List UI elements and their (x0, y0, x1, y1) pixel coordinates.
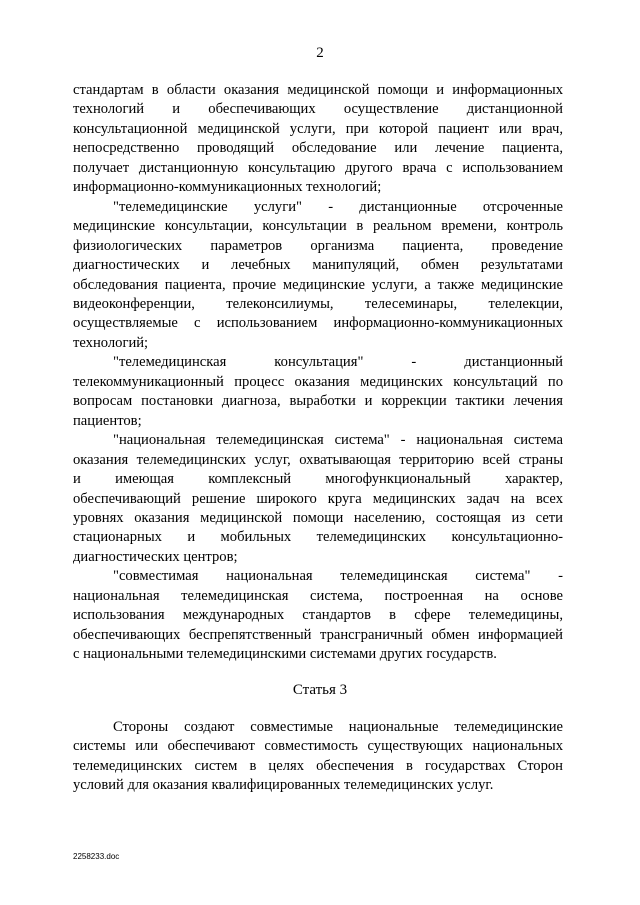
text-line: непосредственно проводящий обследование или лечение пациента, (73, 140, 563, 157)
article-3-body (73, 718, 563, 796)
text-line: диагностических центров; (73, 548, 238, 565)
text-line: технологий и обеспечивающих осуществление дистанционной (73, 101, 563, 118)
definition-paragraph-telemedicine-services (73, 198, 563, 354)
text-line: национальная телемедицинская система, построенная на основе (73, 587, 563, 604)
text-line: с национальными телемедицинскими системами других государств. (73, 646, 497, 663)
text-line: "телемедицинские услуги" - дистанционные отсроченные (113, 198, 563, 215)
text-line: медицинские консультации, консультации в реальном времени, контроль (73, 218, 563, 235)
text-line: стационарных и мобильных телемедицинских консультационно- (73, 529, 563, 546)
text-line: оказания телемедицинских услуг, охватывающая территорию всей страны (73, 451, 563, 468)
page-number: 2 (316, 45, 324, 61)
definition-paragraph-compatible-system (73, 567, 563, 664)
text-line: осуществляемые с использованием информационно-коммуникационных (73, 315, 563, 332)
text-line: "телемедицинская консультация" - дистанционный (113, 354, 563, 371)
definition-paragraph-national-system (73, 431, 563, 567)
definitions-section (73, 81, 563, 665)
text-line: информационно-коммуникационных технологий; (73, 179, 382, 196)
text-line: обследования пациента, прочие медицинские услуги, а также медицинские (73, 276, 563, 293)
text-line: видеоконференции, телеконсилиумы, телесеминары, телелекции, (73, 295, 563, 312)
text-line: уровнях оказания медицинской помощи населению, состоящая из сети (73, 509, 563, 526)
text-line: стандартам в области оказания медицинской помощи и информационных (73, 82, 563, 98)
text-line: системы или обеспечивают совместимость существующих национальных (73, 738, 563, 755)
definition-paragraph-continuation (73, 81, 563, 198)
definition-paragraph-telemedicine-consultation (73, 353, 563, 431)
text-line: технологий; (73, 334, 149, 351)
text-line: консультационной медицинской услуги, при которой пациент или врач, (73, 120, 563, 137)
text-line: обеспечивающий решение широкого круга медицинских задач на всех (73, 490, 563, 507)
footer-file-name: 2258233.doc (73, 852, 120, 861)
text-line: телекоммуникационный процесс оказания медицинских консультаций по (73, 373, 563, 390)
text-line: телемедицинских систем в целях обеспечения в государствах Сторон (73, 757, 563, 774)
article-paragraph (73, 718, 563, 796)
text-line: "национальная телемедицинская система" - национальная система (113, 432, 563, 449)
text-line: пациентов; (73, 412, 142, 429)
text-line: вопросам постановки диагноза, выработки и коррекции тактики лечения (73, 393, 563, 410)
text-line: использования международных стандартов в сфере телемедицины, (73, 607, 563, 624)
text-line: диагностических и лечебных манипуляций, обмен результатами (73, 257, 563, 274)
text-line: обеспечивающих беспрепятственный трансграничный обмен информацией (73, 626, 563, 643)
text-line: Стороны создают совместимые национальные телемедицинские (113, 719, 563, 735)
text-line: физиологических параметров организма пациента, проведение (73, 237, 563, 254)
text-line: получает дистанционную консультацию другого врача с использованием (73, 159, 563, 176)
article-heading: Статья 3 (292, 682, 348, 698)
text-line: "совместимая национальная телемедицинская система" - (113, 568, 563, 585)
text-line: условий для оказания квалифицированных телемедицинских услуг. (73, 777, 494, 794)
text-line: и имеющая комплексный многофункциональный характер, (73, 471, 563, 488)
